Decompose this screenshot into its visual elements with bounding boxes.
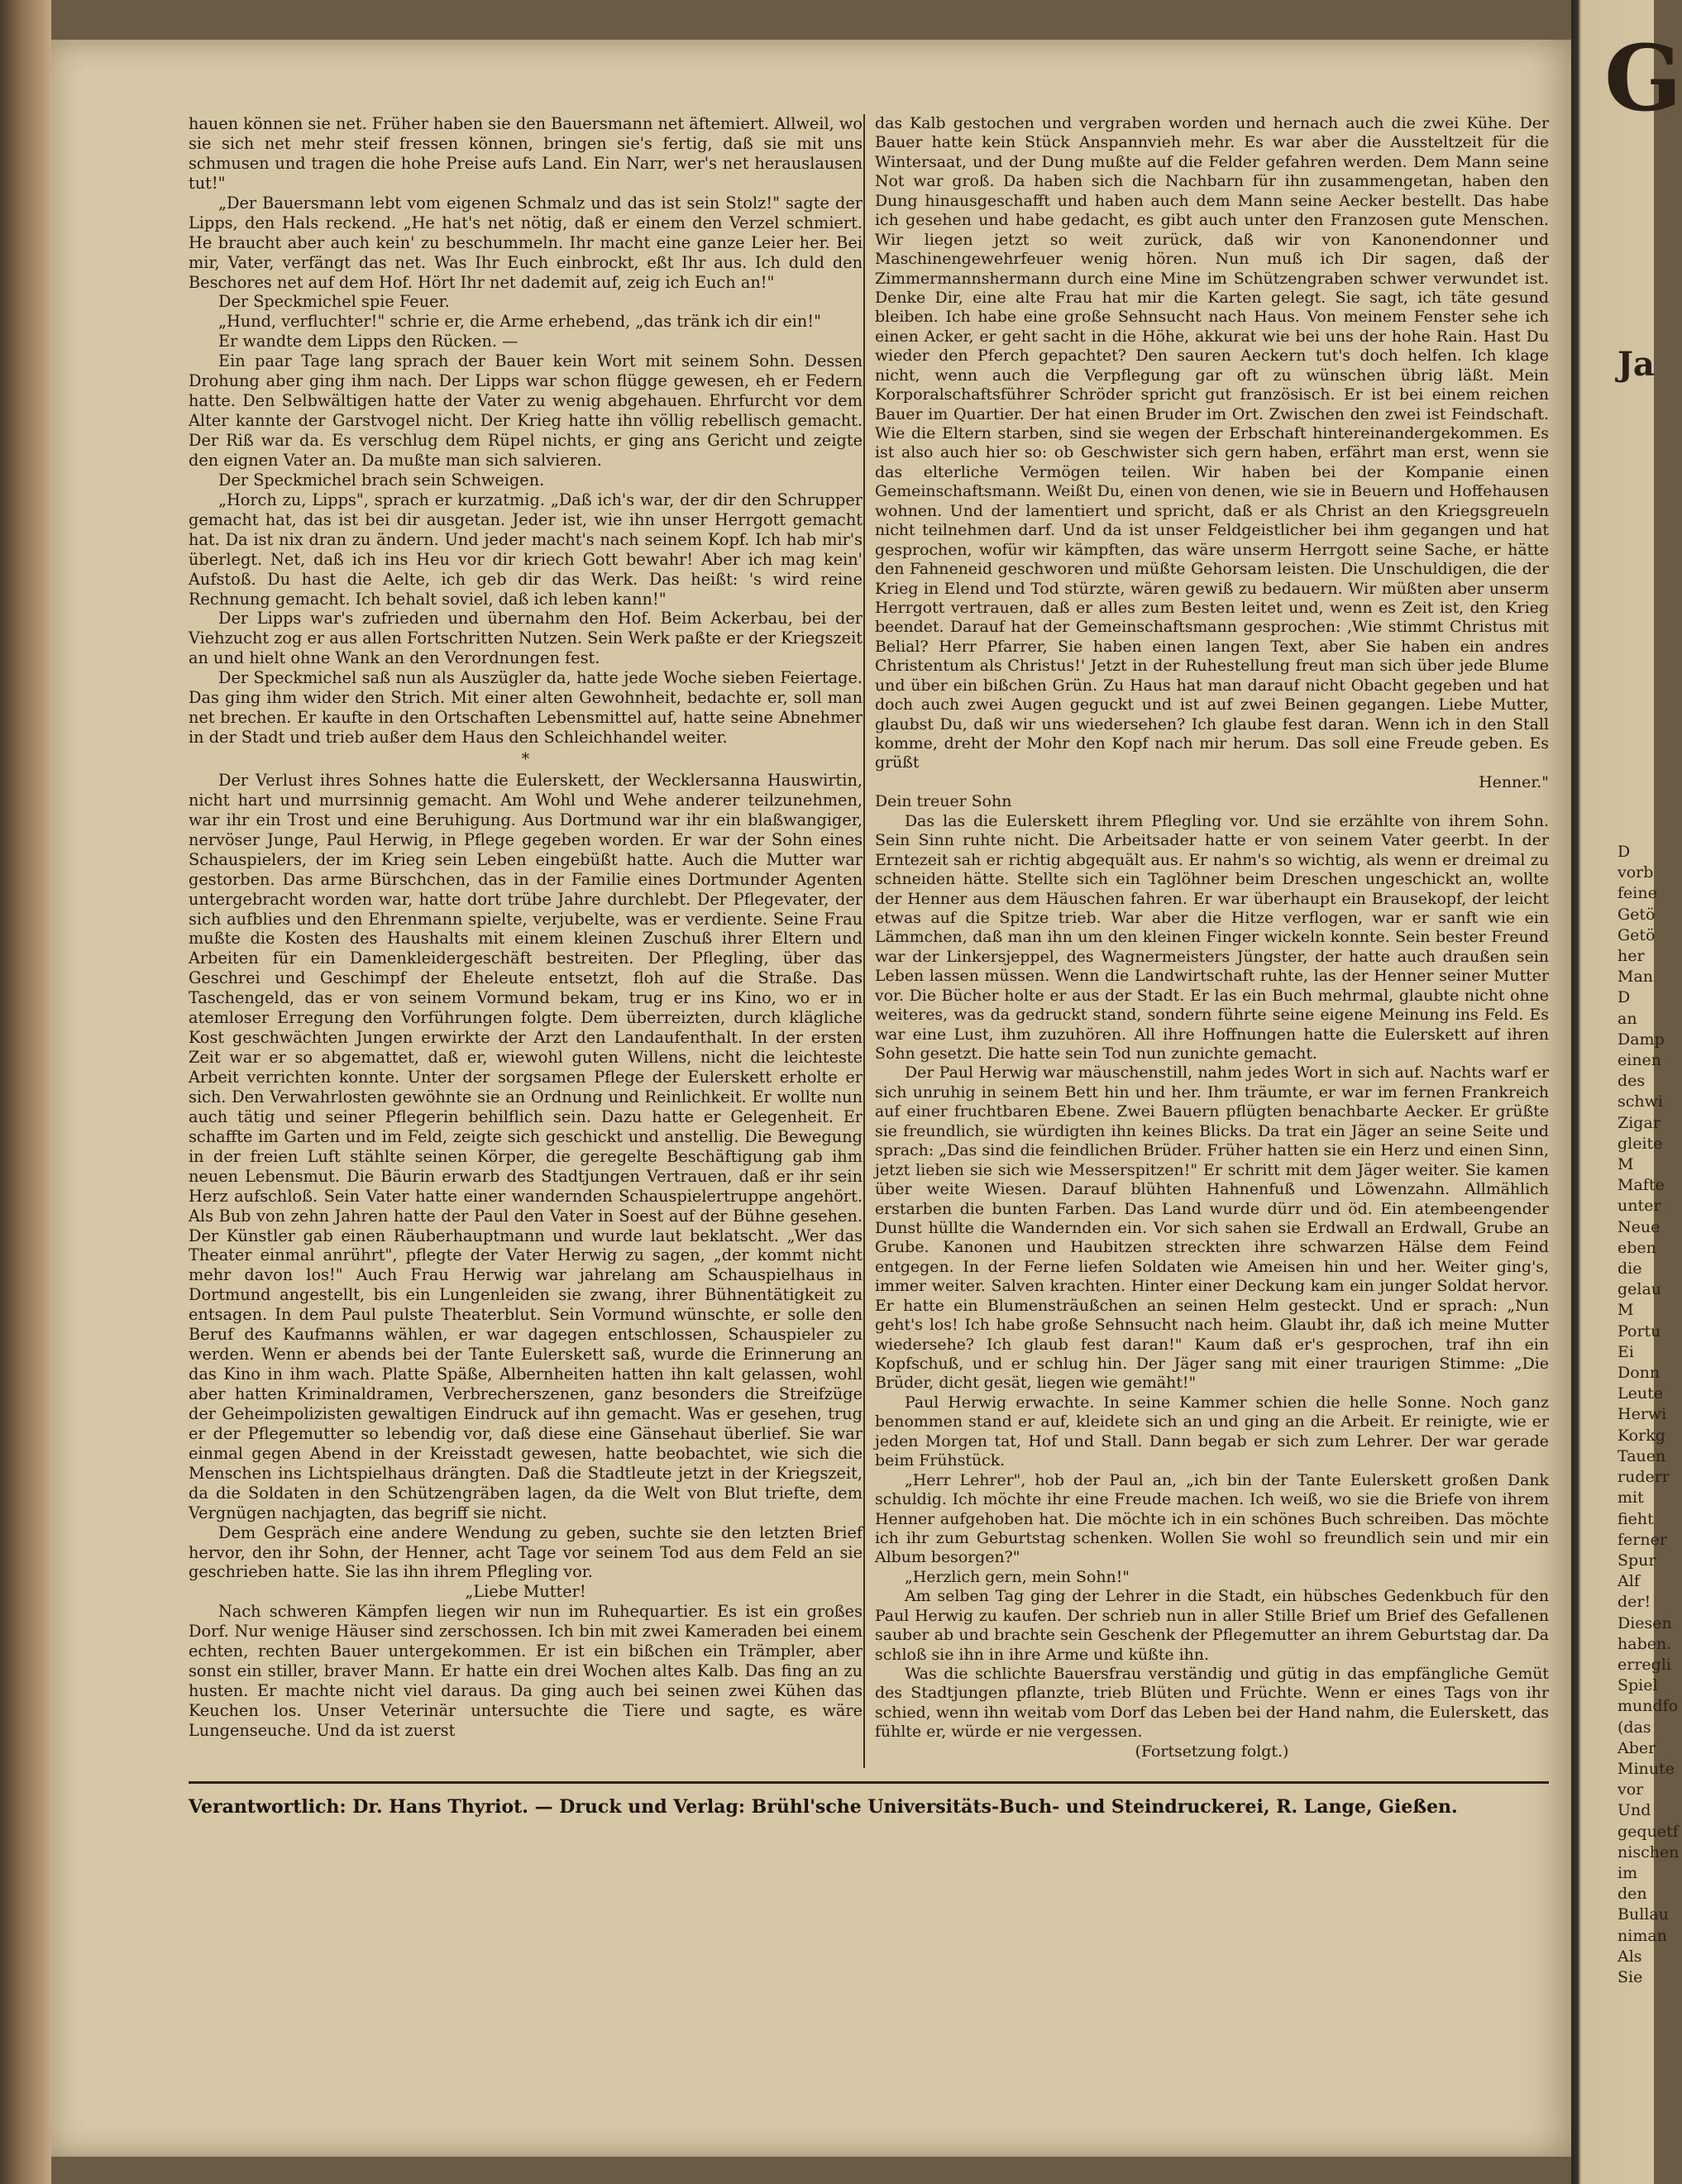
facing-page-line: mundfo <box>1617 1697 1679 1716</box>
paragraph: Dem Gespräch eine andere Wendung zu geben, suchte sie den letzten Brief hervor, den ihr Sohn, der Henner, acht Tage vor seinem Tod aus dem Feld an sie geschrieben hatte. Sie las ihn ihrem Pflegling vor. <box>189 1522 863 1582</box>
facing-page-line: D <box>1617 843 1631 861</box>
paragraph: Dein treuer Sohn <box>875 792 1012 811</box>
facing-page-line: nischen <box>1617 1842 1680 1861</box>
facing-page-line: Damp <box>1617 1030 1665 1049</box>
facing-page-line: Als <box>1617 1947 1642 1966</box>
facing-page-line: mit <box>1617 1489 1644 1508</box>
facing-page-line: unter <box>1617 1197 1661 1216</box>
paragraph: „Herr Lehrer", hob der Paul an, „ich bin der Tante Eulerskett großen Dank schuldig. Ich möchte ihr eine Freude machen. Ich weiß, wo sie die Briefe von ihrem Henner aufgehoben hat. Die möchte ich in ein schönes Buch schreiben. Das möchte ich ihr zum Geburtstag schenken. Wollen Sie wohl so freundlich sein und mir ein Album besorgen?" <box>875 1470 1549 1567</box>
paragraph: Der Speckmichel brach sein Schweigen. <box>218 470 545 490</box>
paragraph: (Fortsetzung folgt.) <box>1135 1742 1289 1761</box>
facing-page-line: Mafte <box>1617 1176 1665 1195</box>
facing-page-line: im <box>1617 1863 1638 1882</box>
facing-page-line: die <box>1617 1259 1642 1278</box>
facing-page-line: haben. <box>1617 1634 1672 1653</box>
article-column-right <box>875 114 1549 1761</box>
paragraph: „Liebe Mutter! <box>465 1582 586 1602</box>
facing-page-line: Getö <box>1617 905 1656 924</box>
facing-page-text <box>1617 842 1680 1988</box>
facing-page-line: einen <box>1617 1051 1662 1070</box>
facing-page-line: Diesen <box>1617 1613 1672 1632</box>
facing-page-line: Spur <box>1617 1551 1656 1570</box>
facing-page-line: an <box>1617 1009 1637 1028</box>
facing-page-line: vorb <box>1617 863 1654 882</box>
facing-page-line: Sie <box>1617 1967 1643 1986</box>
facing-page-line: gequetf <box>1617 1822 1679 1841</box>
facing-page-line: schwi <box>1617 1092 1663 1111</box>
facing-page-line: her <box>1617 947 1645 966</box>
facing-page-line: fieht <box>1617 1509 1654 1528</box>
facing-page-line: Getö <box>1617 925 1656 944</box>
facing-page-line: niman <box>1617 1926 1667 1945</box>
paragraph: „Der Bauersmann lebt vom eigenen Schmalz und das ist sein Stolz!" sagte der Lipps, den Hals reckend. „He hat's net nötig, daß er einem den Verzel schmiert. He braucht aber auch kein' zu beschummeln. Ihr macht eine ganze Leier her. Bei mir, Vater, verfängt das net. Was Ihr Euch einbrockt, eßt Ihr aus. Ich duld den Beschores net auf dem Hof. Hört Ihr net dademit auf, zeig ich Euch an!" <box>189 193 863 292</box>
facing-page-line: Herwi <box>1617 1405 1667 1424</box>
paragraph: Ein paar Tage lang sprach der Bauer kein Wort mit seinem Sohn. Dessen Drohung aber ging ihm nach. Der Lipps war schon flügge gewesen, eh er Federn hatte. Den Selbwältigen hatte der Vater zu wenig abgehauen. Ehrfurcht vor dem Alter kannte der Garstvogel nicht. Der Krieg hatte ihn völlig rebellisch gemacht. Der Riß war da. Es verschlug dem Rüpel nichts, er ging ans Gericht und zeigte den eignen Vater an. Da mußte man sich salvieren. <box>189 351 863 470</box>
facing-page-line: Leute <box>1617 1384 1663 1403</box>
facing-page-line: Bullau <box>1617 1905 1669 1924</box>
facing-page-line: M <box>1617 1301 1634 1320</box>
paragraph: „Hund, verfluchter!" schrie er, die Arme erhebend, „das tränk ich dir ein!" <box>218 312 821 332</box>
facing-page-line: den <box>1617 1885 1647 1904</box>
facing-page <box>1579 0 1682 2184</box>
facing-page-line: Neue <box>1617 1217 1660 1236</box>
facing-page-line: M <box>1617 1155 1634 1174</box>
facing-page-logo: G <box>1604 25 1682 131</box>
facing-page-line: erregli <box>1617 1655 1671 1674</box>
facing-page-line: Spiel <box>1617 1676 1658 1695</box>
facing-page-heading: Ja <box>1617 345 1655 384</box>
facing-page-line: der! <box>1617 1593 1651 1612</box>
paragraph: Was die schlichte Bauersfrau verständig und gütig in das empfängliche Gemüt des Stadtjungen pflanzte, trieb Blüten und Früchte. Wenn er eines Tags von ihr schied, wenn ihn weitab vom Dorf das Leben bei der Hand nahm, die Eulerskett, das fühlte er, würde er nie vergessen. <box>875 1665 1549 1742</box>
facing-page-line: Minute <box>1617 1759 1675 1778</box>
paragraph: das Kalb gestochen und vergraben worden und hernach auch die zwei Kühe. Der Bauer hatte kein Stück Anspannvieh mehr. Es war aber die Aussteltzeit für die Wintersaat, und der Dung mußte auf die Felder gefahren werden. Dem Mann seine Not war groß. Da haben sich die Nachbarn für ihn zusammengetan, haben den Dung hinausgeschafft und haben auch dem Mann seine Aecker bestellt. Das habe ich gesehen und habe gedacht, es gibt auch unter den Franzosen gute Menschen. Wir liegen jetzt so weit zurück, daß wir von Kanonendonner und Maschinengewehrfeuer wenig hören. Nun muß ich Dir sagen, daß der Zimmermannshermann durch eine Mine im Schützengraben schwer verwundet ist. Denke Dir, eine alte Frau hat mir die Karten gelegt. Sie sagt, ich täte gesund bleiben. Ich habe eine große Sehnsucht nach Haus. Von meinem Fenster sehe ich einen Acker, er geht sacht in die Höhe, akkurat wie bei uns der hohe Rain. Hast Du wieder den Pferch gepachtet? Den sauren Aeckern tut's doch helfen. Ich klage nicht, wenn auch die Verpflegung gar oft zu wünschen übrig läßt. Mein Korporalschaftsführer Schröder spricht gut französisch. Er ist bei einem reichen Bauer im Quartier. Der hat einen Bruder im Ort. Zwischen den zwei ist Feindschaft. Wie die Eltern starben, sind sie wegen der Erbschaft hintereinandergekommen. Es ist also auch hier so: ob Geschwister sich gern haben, erfährt man erst, wenn sie das elterliche Vermögen teilen. Wir haben bei der Kompanie einen Gemeinschaftsmann. Weißt Du, einen von denen, wie sie in Beuern und Hoffehausen wohnen. Und der lamentiert und spricht, daß er als Christ an den Kriegsgreueln nicht teilnehmen darf. Und da ist unser Feldgeistlicher bei ihm gegangen und hat gesprochen, wofür wir kämpften, das wäre unserm Herrgott seine Sache, er hätte den Fahneneid geschworen und müßte Gehorsam leisten. Die Unschuldigen, die der Krieg in Elend und Tod stürzte, wären gewiß zu bedauern. Wir müßten aber unserm Herrgott vertrauen, daß er alles zum Besten leitet und, wenn es Zeit ist, den Krieg beendet. Darauf hat der Gemeinschaftsmann gesprochen: ‚Wie stimmt Christus mit Belial? Herr Pfarrer, Sie haben einen langen Text, aber Sie haben ein andres Christentum als Christus!' Jetzt in der Ruhestellung freut man sich über jede Blume und über ein bißchen Grün. Zu Haus hat man darauf nicht Obacht gegeben und hat doch auch zwei Augen geguckt und ist auf zwei Beinen gegangen. Liebe Mutter, glaubst Du, daß wir uns wiedersehen? Ich glaube fest daran. Wenn ich in den Stall komme, dreht der Mohr den Kopf nach mir herum. Das soll eine Freude geben. Es grüßt <box>875 114 1549 772</box>
column-divider <box>863 114 865 1768</box>
paragraph: „Herzlich gern, mein Sohn!" <box>905 1567 1130 1586</box>
facing-page-line: gelau <box>1617 1280 1662 1299</box>
paragraph: „Horch zu, Lipps", sprach er kurzatmig. „Daß ich's war, der dir den Schrupper gemacht hat, das ist bei dir ausgetan. Jeder ist, wie ihn unser Herrgott gemacht hat. Da ist nix dran zu ändern. Und jeder macht's nach seinem Kopf. Ich hab mir's überlegt. Net, daß ich ins Heu vor dir kriech Gott bewahr! Aber ich mag kein' Aufstoß. Du hast die Aelte, ich geb dir das Werk. Das heißt: 's wird reine Rechnung gemacht. Ich behalt soviel, daß ich leben kann!" <box>189 490 863 609</box>
imprint-line: Verantwortlich: Dr. Hans Thyriot. — Druck und Verlag: Brühl'sche Universitäts-Buch- und Steindruckerei, R. Lange, Gießen. <box>189 1796 1458 1818</box>
footer-rule <box>189 1781 1549 1784</box>
facing-page-line: ferner <box>1617 1530 1667 1549</box>
paragraph: Der Paul Herwig war mäuschenstill, nahm jedes Wort in sich auf. Nachts warf er sich unruhig in seinem Bett hin und her. Ihm träumte, er war im fernen Frankreich auf einer fruchtbaren Ebene. Zwei Bauern pflügten benachbarte Aecker. Er grüßte sie freundlich, sie würdigten ihn keines Blicks. Da trat ein Jäger an seine Seite und sprach: „Das sind die feindlichen Brüder. Früher hatten sie ein Herz und einen Sinn, jetzt lieben sie sich wie Messerspitzen!" Er schritt mit dem Jäger weiter. Sie kamen über weite Wiesen. Darauf blühten Hahnenfuß und Löwenzahn. Allmählich erstarben die bunten Farben. Das Land wurde dürr und öd. Ein atembeengender Dunst hüllte die Wandernden ein. Vor sich sahen sie Erdwall an Erdwall, Grube an Grube. Kanonen und Haubitzen streckten ihre schwarzen Hälse dem Feind entgegen. In der Ferne liefen Soldaten wie Ameisen hin und her. Weiter ging's, immer weiter. Salven krachten. Hinter einer Deckung kam ein junger Soldat hervor. Er hatte ein Blumensträußchen an seinen Helm gesteckt. Und er sprach: „Nun geht's los! Ich habe große Sehnsucht nach heim. Glaubt ihr, daß ich meine Mutter wiedersehe? Ich glaub fest daran!" Kaum daß er's gesprochen, traf ihn ein Kopfschuß, und er schlug hin. Der Jäger sang mit einer traurigen Stimme: „Die Brüder, dicht gesät, liegen wie gemäht!" <box>875 1063 1549 1393</box>
facing-page-line: (das <box>1617 1718 1651 1737</box>
paragraph: Der Verlust ihres Sohnes hatte die Eulerskett, der Wecklersanna Hauswirtin, nicht hart und murrsinnig gemacht. Am Wohl und Wehe anderer teilzunehmen, war ihr ein Trost und eine Beruhigung. Aus Dortmund war ihr ein blaßwangiger, nervöser Junge, Paul Herwig, in Pflege gegeben worden. Er war der Sohn eines Schauspielers, der im Krieg sein Leben eingebüßt hatte. Auch die Mutter war gestorben. Das arme Bürschchen, das in der Familie eines Dortmunder Agenten untergebracht worden war, hatte dort trübe Jahre durchlebt. Der Pflegevater, der sich aufblies und den Ehrenmann spielte, verjubelte, was er verdiente. Seine Frau mußte die Kosten des Haushalts mit einem kleinen Zuschuß ihrer Eltern und Arbeiten für ein Damenkleidergeschäft bestreiten. Der Pflegling, über das Geschrei und Geschimpf der Eheleute entsetzt, floh auf die Straße. Das Taschengeld, das er von seinem Vormund bekam, trug er ins Kino, wo er in atemloser Erregung den Vorführungen folgte. Dem überreizten, durch klägliche Kost geschwächten Jungen erwirkte der Arzt den Landaufenthalt. In der ersten Zeit war er so abgemattet, daß er, wiewohl guten Willens, nicht die leichteste Arbeit verrichten konnte. Unter der sorgsamen Pflege der Eulerskett erholte er sich. Den Verwahrlosten gewöhnte sie an Ordnung und Reinlichkeit. Er wollte nun auch tätig und seiner Pflegerin behilflich sein. Dazu hatte er Gelegenheit. Er schaffte im Garten und im Feld, zeigte sich geschickt und anstellig. Die Bewegung in der freien Luft stählte seinen Körper, die geregelte Beschäftigung gab ihm neuen Lebensmut. Die Bäurin erwarb des Stadtjungen Vertrauen, daß er ihr sein Herz aufschloß. Sein Vater hatte einer wandernden Schauspielertruppe angehört. Als Bub von zehn Jahren hatte der Paul den Vater in Soest auf der Bühne gesehen. Der Künstler gab einen Räuberhauptmann und wurde laut beklatscht. „Wer das Theater einmal anrührt", pflegte der Vater Herwig zu sagen, „der kommt nicht mehr davon los!" Auch Frau Herwig war jahrelang am Schauspielhaus in Dortmund angestellt, bis ein Lungenleiden sie zwang, ihrer Bühnentätigkeit zu entsagen. In dem Paul pulste Theaterblut. Sein Vormund wünschte, er solle den Beruf des Kaufmanns wählen, er war dagegen entschlossen, Schauspieler zu werden. Wenn er abends bei der Tante Eulerskett saß, wurde die Erinnerung an das Kino in ihm wach. Platte Späße, Albernheiten hatten ihn kalt gelassen, wohl aber hatten Kriminaldramen, Verbrecherszenen, ganz besonders die Streifzüge der Geheimpolizisten gewaltigen Eindruck auf ihn gemacht. Was er gesehen, trug er der Pflegemutter so lebendig vor, daß diese eine Gänsehaut überlief. Sie war einmal gegen Abend in der Kreisstadt gewesen, hatte beobachtet, wie sich die Menschen ins Lichtspielhaus drängten. Daß die Stadtleute jetzt in der Kriegszeit, da die Soldaten in den Schützengräben lagen, da die Welt von Blut triefte, dem Vergnügen nachjagten, das begriff sie nicht. <box>189 770 863 1522</box>
paragraph: Henner." <box>1479 772 1549 791</box>
facing-page-line: ruderr <box>1617 1468 1670 1487</box>
facing-page-line: Man <box>1617 968 1654 987</box>
facing-page-line: gleite <box>1617 1134 1663 1153</box>
paragraph: Der Lipps war's zufrieden und übernahm den Hof. Beim Ackerbau, bei der Viehzucht zog er aus allen Fortschritten Nutzen. Sein Werk paßte er der Kriegszeit an und hielt ohne Wank an den Verordnungen fest. <box>189 609 863 668</box>
facing-page-line: Donn <box>1617 1364 1660 1383</box>
facing-page-line: Tauen <box>1617 1446 1666 1465</box>
facing-page-line: des <box>1617 1072 1646 1091</box>
facing-page-line: Portu <box>1617 1321 1661 1341</box>
facing-page-line: Und <box>1617 1801 1651 1820</box>
facing-page-line: Ei <box>1617 1342 1634 1361</box>
paragraph: Das las die Eulerskett ihrem Pflegling vor. Und sie erzählte von ihrem Sohn. Sein Sinn ruhte nicht. Die Arbeitsader hatte er von seinem Vater geerbt. In der Erntezeit sah er richtig abgequält aus. Er nahm's so wichtig, als wenn er dreimal zu schneiden hätte. Stellte sich ein Taglöhner beim Dreschen ungeschickt an, wollte der Henner aus dem Häuschen fahren. Er war überhaupt ein Brausekopf, der leicht etwas auf die Spitze trieb. War aber die Hitze verflogen, war er sanft wie ein Lämmchen, daß man ihn um den kleinen Finger wickeln konnte. Sein bester Freund war der Linkersjeppel, des Wagnermeisters Jüngster, der hatte auch draußen sein Leben lassen müssen. Wenn die Landwirtschaft ruhte, las der Henner seiner Mutter vor. Die Bücher holte er aus der Stadt. Er las ein Buch mehrmal, glaubte nicht ohne weiteres, was da gedruckt stand, sondern führte seine eigene Meinung ins Feld. Es war eine Lust, ihm zuzuhören. All ihre Hoffnungen hatte die Eulerskett auf ihren Sohn gesetzt. Die hatte sein Tod nun zunichte gemacht. <box>875 811 1549 1063</box>
facing-page-line: Korkg <box>1617 1426 1665 1445</box>
facing-page-line: Aber <box>1617 1738 1656 1757</box>
article-column-left <box>189 114 863 1741</box>
paragraph: Der Speckmichel saß nun als Auszügler da, hatte jede Woche sieben Feiertage. Das ging ihm wider den Strich. Mit einer alten Gewohnheit, bedachte er, soll man net brechen. Er kaufte in den Ortschaften Lebensmittel auf, hatte seine Abnehmer in der Stadt und trieb außer dem Haus den Schleichhandel weiter. <box>189 668 863 748</box>
facing-page-line: Zigar <box>1617 1113 1660 1132</box>
facing-page-line: eben <box>1617 1238 1656 1257</box>
paragraph: Er wandte dem Lipps den Rücken. — <box>218 332 518 351</box>
facing-page-line: D <box>1617 988 1631 1007</box>
facing-page-line: vor <box>1617 1780 1644 1799</box>
paragraph: * <box>521 749 530 768</box>
facing-page-line: feine <box>1617 884 1657 903</box>
paragraph: Am selben Tag ging der Lehrer in die Stadt, ein hübsches Gedenkbuch für den Paul Herwig zu kaufen. Der schrieb nun in aller Stille Brief um Brief des Gefallenen sauber ab und brachte sein Geschenk der Pflegemutter an ihrem Geburtstag dar. Da schloß sie ihn in ihre Arme und küßte ihn. <box>875 1587 1549 1664</box>
book-binding <box>0 0 51 2184</box>
paragraph: hauen können sie net. Früher haben sie den Bauersmann net äftemiert. Allweil, wo sie sich net mehr steif fressen können, bringen sie's fertig, daß sie mit uns schmusen und tragen die hohe Preise aufs Land. Ein Narr, wer's net herauslausen tut!" <box>189 114 863 193</box>
paragraph: Nach schweren Kämpfen liegen wir nun im Ruhequartier. Es ist ein großes Dorf. Nur wenige Häuser sind zerschossen. Ich bin mit zwei Kameraden bei einem echten, rechten Bauer untergekommen. Er ist ein bißchen ein Trämpler, aber sonst ein stiller, braver Mann. Er hatte ein drei Wochen altes Kalb. Das fing an zu husten. Er machte nicht viel daraus. Da ging auch bei seinen zwei Kühen das Keuchen los. Unser Veterinär untersuchte die Tiere und sagte, es wäre Lungenseuche. Und da ist zuerst <box>189 1602 863 1740</box>
facing-page-line: Alf <box>1617 1572 1640 1591</box>
paragraph: Der Speckmichel spie Feuer. <box>218 292 450 312</box>
paragraph: Paul Herwig erwachte. In seine Kammer schien die helle Sonne. Noch ganz benommen stand er auf, kleidete sich an und ging an die Arbeit. Er reinigte, wie er jeden Morgen tat, Hof und Stall. Dann begab er sich zum Lehrer. Der war gerade beim Frühstück. <box>875 1393 1549 1470</box>
